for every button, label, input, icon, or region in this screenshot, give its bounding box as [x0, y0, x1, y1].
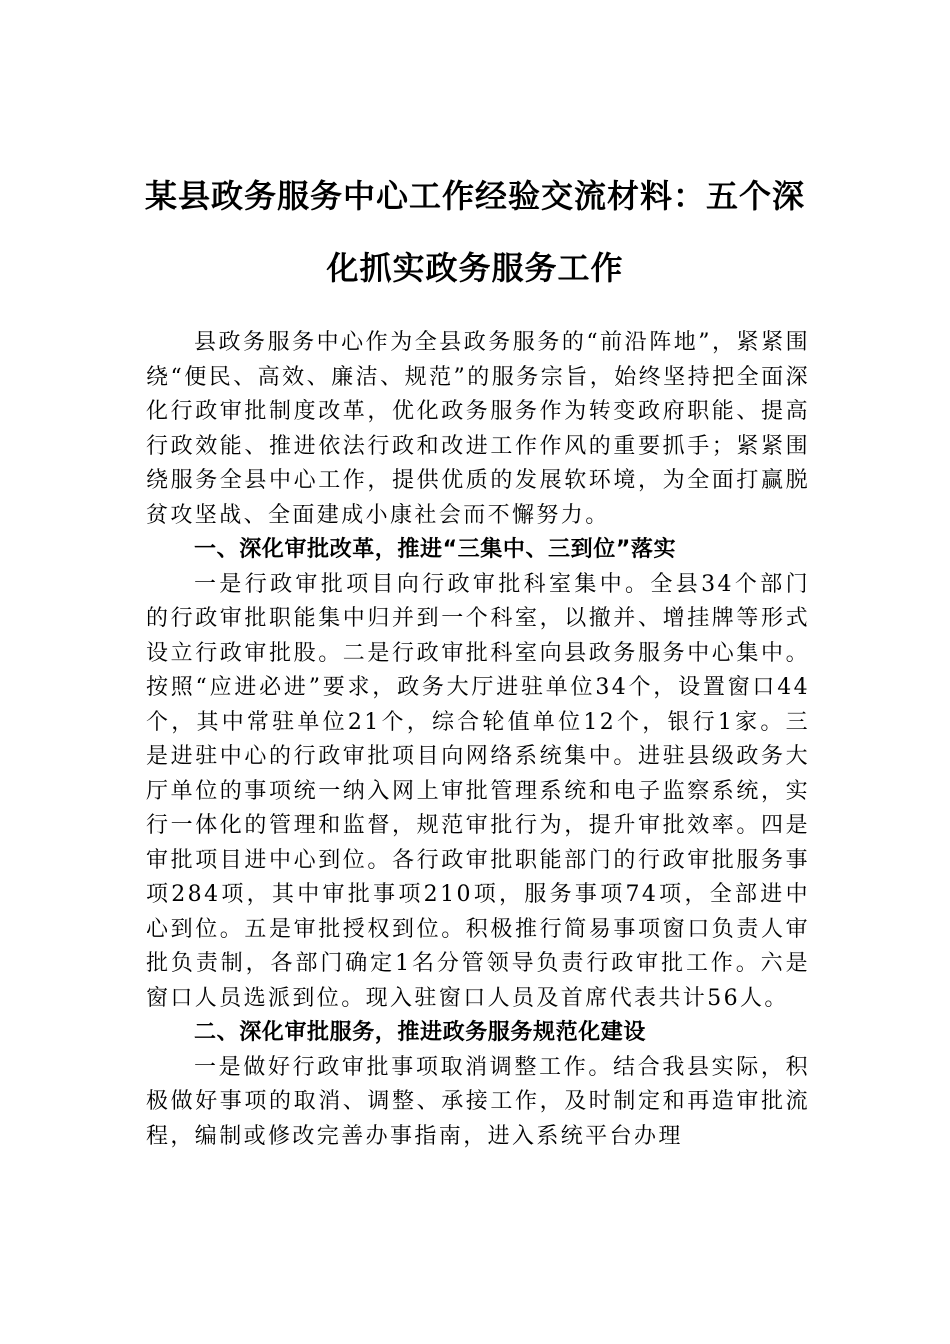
document-title: 某县政务服务中心工作经验交流材料：五个深化抓实政务服务工作 [144, 177, 805, 287]
section-1-heading: 一、深化审批改革，推进“三集中、三到位”落实 [194, 537, 677, 562]
section-2-heading: 二、深化审批服务，推进政务服务规范化建设 [194, 1020, 647, 1045]
intro-paragraph: 县政务服务中心作为全县政务服务的“前沿阵地”，紧紧围绕“便民、高效、廉洁、规范”的服务宗旨，始终坚持把全面深化行政审批制度改革，优化政务服务作为转变政府职能、提高行政效能、推进依法行政和改进工作作风的重要抓手；紧紧围绕服务全县中心工作，提供优质的发展软环境，为全面打赢脱贫攻坚战、全面建成小康社会而不懈努力。 [146, 330, 810, 528]
section-2-paragraph: 一是做好行政审批事项取消调整工作。结合我县实际，积极做好事项的取消、调整、承接工作，及时制定和再造审批流程，编制或修改完善办事指南，进入系统平台办理 [146, 1054, 810, 1149]
section-1-paragraph: 一是行政审批项目向行政审批科室集中。全县34个部门的行政审批职能集中归并到一个科室，以撤并、增挂牌等形式设立行政审批股。二是行政审批科室向县政务服务中心集中。按照“应进必进”要求，政务大厅进驻单位34个，设置窗口44个，其中常驻单位21个，综合轮值单位12个，银行1家。三是进驻中心的行政审批项目向网络系统集中。进驻县级政务大厅单位的事项统一纳入网上审批管理系统和电子监察系统，实行一体化的管理和监督，规范审批行为，提升审批效率。四是审批项目进中心到位。各行政审批职能部门的行政审批服务事项284项，其中审批事项210项，服务事项74项，全部进中心到位。五是审批授权到位。积极推行简易事项窗口负责人审批负责制，各部门确定1名分管领导负责行政审批工作。六是窗口人员选派到位。现入驻窗口人员及首席代表共计56人。 [146, 571, 810, 1011]
document-body [146, 326, 810, 1154]
